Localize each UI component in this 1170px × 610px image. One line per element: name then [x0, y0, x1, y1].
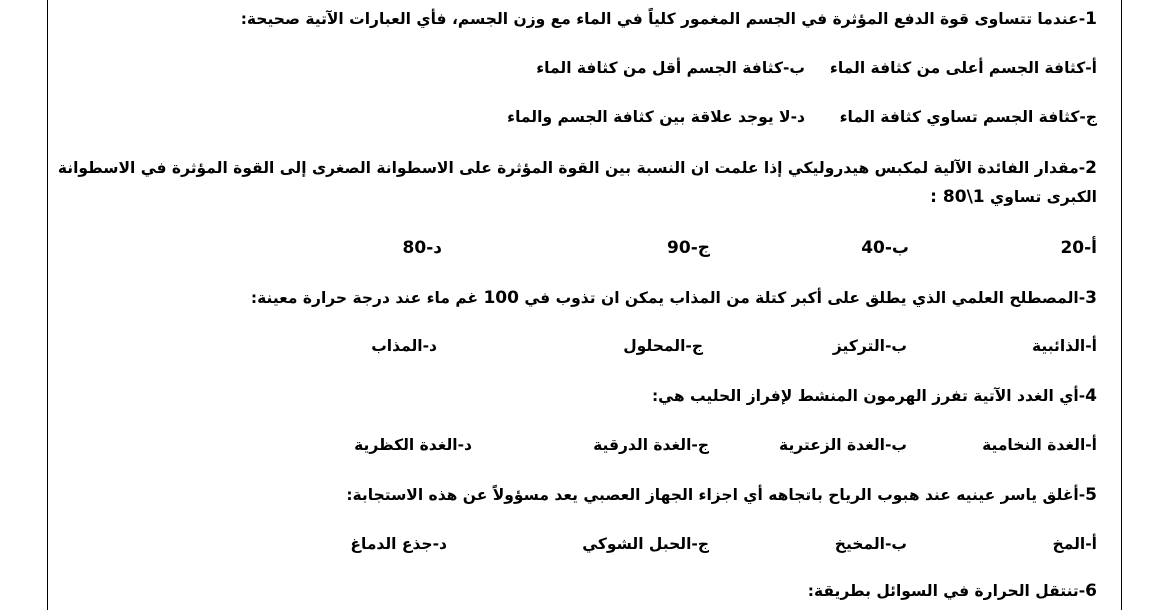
- option-a: أ-كثافة الجسم أعلى من كثافة الماء: [829, 59, 1097, 77]
- option-a: أ-20: [1060, 238, 1097, 258]
- worksheet-content: [57, 0, 1097, 610]
- question-2-line-1: [57, 158, 1097, 178]
- question-4: [66, 386, 1097, 406]
- option-a: أ-الغدة النخامية: [982, 436, 1097, 454]
- option-b: ب-المخيخ: [834, 535, 907, 553]
- question-number: 6: [1085, 581, 1097, 601]
- question-6: [66, 581, 1097, 601]
- question-text: -مقدار الفائدة الآلية لمكبس هيدروليكي إذا علمت ان النسبة بين القوة المؤثرة على الاسطوانة الصغرى إلى القوة المؤثرة في الاسطوانة: [57, 159, 1086, 177]
- question-1: [66, 9, 1097, 29]
- question-text: -أي الغدد الآتية تفرز الهرمون المنشط لإفراز الحليب هي:: [651, 387, 1086, 405]
- ratio-value: 1\80 :: [930, 187, 985, 207]
- option-c: ج-المحلول: [623, 337, 703, 355]
- option-b: ب-40: [861, 238, 909, 258]
- question-number: 3: [1085, 288, 1097, 308]
- question-number: 1: [1085, 9, 1097, 29]
- option-b: ب-كثافة الجسم أقل من كثافة الماء: [536, 59, 805, 77]
- option-c: ج-90: [667, 238, 710, 258]
- question-text: -المصطلح العلمي الذي يطلق على أكبر كتلة من المذاب يمكن ان تذوب في: [518, 289, 1086, 307]
- question-text: -تنتقل الحرارة في السوائل بطريقة:: [807, 582, 1086, 600]
- option-d: د-لا يوجد علاقة بين كثافة الجسم والماء: [507, 108, 805, 126]
- option-a: أ-الذائبية: [1031, 337, 1097, 355]
- option-a: أ-المخ: [1052, 535, 1097, 553]
- question-text: -أغلق ياسر عينيه عند هبوب الرياح باتجاهه أي اجزاء الجهاز العصبي يعد مسؤولاً عن هذه الاستجابة:: [346, 486, 1086, 504]
- question-5: [66, 485, 1097, 505]
- option-d: د-المذاب: [371, 337, 437, 355]
- question-text-end: غم ماء عند درجة حرارة معينة:: [250, 289, 484, 307]
- mass-value: 100: [483, 288, 519, 308]
- question-text-continued: الكبرى تساوي: [984, 188, 1097, 206]
- option-b: ب-التركيز: [832, 337, 907, 355]
- question-3: [66, 288, 1097, 308]
- option-d: د-جذع الدماغ: [350, 535, 447, 553]
- option-c: ج-الغدة الدرقية: [593, 436, 709, 454]
- option-d: د-80: [402, 238, 442, 258]
- option-c: ج-كثافة الجسم تساوي كثافة الماء: [839, 108, 1097, 126]
- option-b: ب-الغدة الزعترية: [779, 436, 907, 454]
- worksheet-page: [47, 0, 1122, 610]
- option-d: د-الغدة الكظرية: [354, 436, 472, 454]
- question-number: 4: [1085, 386, 1097, 406]
- question-2-line-2: [66, 187, 1097, 207]
- question-number: 2: [1085, 158, 1097, 178]
- option-c: ج-الحبل الشوكي: [582, 535, 709, 553]
- question-text: -عندما تتساوى قوة الدفع المؤثرة في الجسم المغمور كلياً في الماء مع وزن الجسم، فأي العبارات الآتية صحيحة:: [240, 10, 1086, 28]
- question-number: 5: [1085, 485, 1097, 505]
